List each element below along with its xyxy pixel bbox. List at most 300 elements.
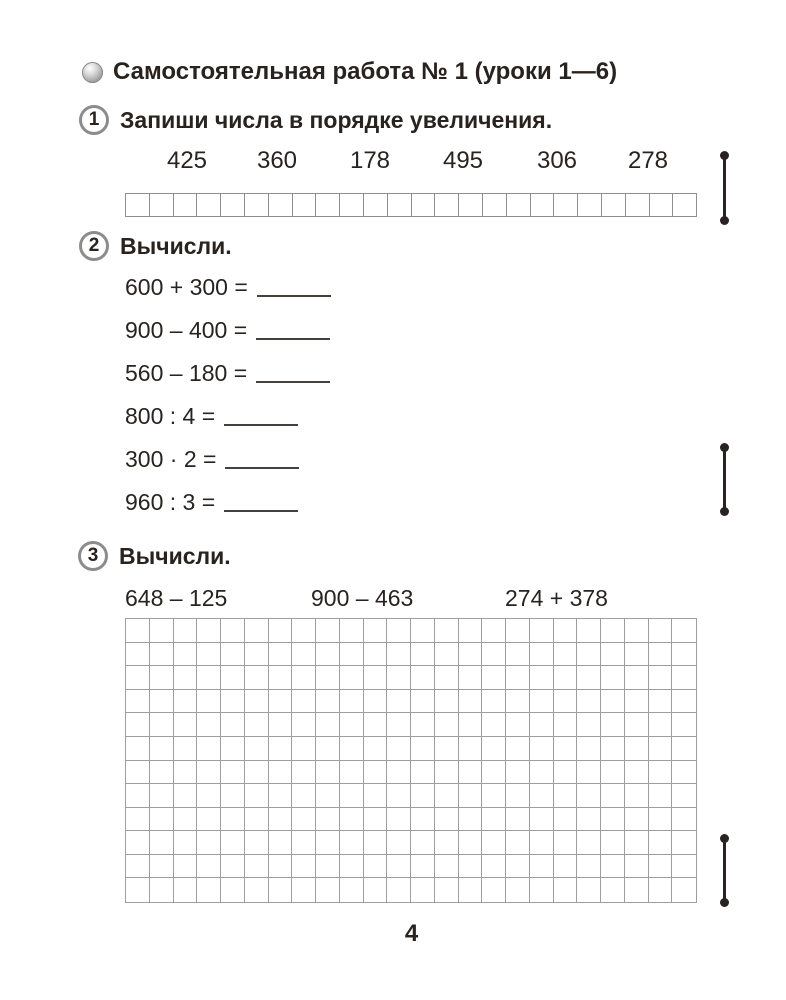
grid-cell <box>411 737 435 761</box>
grid-cell <box>577 878 601 902</box>
margin-marker <box>720 443 729 516</box>
grid-cell <box>577 761 601 785</box>
grid-cell <box>269 808 293 832</box>
grid-cell <box>269 690 293 714</box>
grid-cell <box>364 808 388 832</box>
grid-cell <box>364 666 388 690</box>
grid-cell <box>150 761 174 785</box>
grid-cell <box>292 713 316 737</box>
grid-cell <box>197 690 221 714</box>
grid-cell <box>245 690 269 714</box>
task-3-heading: Вычисли. <box>119 542 231 569</box>
grid-cell <box>387 808 411 832</box>
grid-cell <box>530 878 554 902</box>
grid-cell <box>577 808 601 832</box>
grid-cell <box>435 643 459 667</box>
grid-cell <box>554 855 578 879</box>
grid-cell <box>459 761 483 785</box>
grid-cell <box>435 666 459 690</box>
grid-cell <box>126 643 150 667</box>
task-2-heading-row <box>79 231 232 261</box>
grid-cell <box>174 784 198 808</box>
grid-cell <box>126 855 150 879</box>
grid-cell <box>387 831 411 855</box>
grid-cell <box>482 643 506 667</box>
grid-cell <box>269 737 293 761</box>
grid-cell <box>554 713 578 737</box>
grid-cell <box>316 713 340 737</box>
grid-cell <box>316 690 340 714</box>
grid-cell <box>197 831 221 855</box>
grid-cell <box>506 878 530 902</box>
grid-cell <box>221 690 245 714</box>
grid-cell <box>435 690 459 714</box>
strip-cell <box>340 194 364 216</box>
grid-cell <box>197 808 221 832</box>
grid-cell <box>482 831 506 855</box>
grid-cell <box>197 855 221 879</box>
grid-cell <box>554 831 578 855</box>
strip-cell <box>364 194 388 216</box>
grid-cell <box>435 713 459 737</box>
grid-cell <box>435 855 459 879</box>
grid-cell <box>625 713 649 737</box>
equation-row <box>125 481 331 524</box>
grid-cell <box>459 784 483 808</box>
grid-cell <box>672 643 696 667</box>
task-3-number-badge: 3 <box>78 541 108 571</box>
margin-marker <box>720 834 729 907</box>
grid-cell <box>174 808 198 832</box>
grid-cell <box>364 855 388 879</box>
grid-cell <box>601 713 625 737</box>
equation-row <box>125 395 331 438</box>
grid-cell <box>625 690 649 714</box>
grid-cell <box>221 855 245 879</box>
strip-cell <box>507 194 531 216</box>
grid-cell <box>411 855 435 879</box>
grid-cell <box>411 619 435 643</box>
grid-cell <box>126 713 150 737</box>
equation-text: 300 · 2 = <box>125 446 217 472</box>
grid-cell <box>174 666 198 690</box>
grid-cell <box>672 737 696 761</box>
grid-cell <box>625 808 649 832</box>
task-1-heading-row <box>79 105 552 135</box>
grid-cell <box>150 855 174 879</box>
grid-cell <box>530 784 554 808</box>
grid-cell <box>316 761 340 785</box>
grid-cell <box>672 713 696 737</box>
marker-line <box>723 155 726 221</box>
marker-dot <box>720 216 729 225</box>
grid-cell <box>459 831 483 855</box>
expression-text: 648 – 125 <box>125 585 228 611</box>
grid-cell <box>150 808 174 832</box>
grid-cell <box>316 831 340 855</box>
answer-blank <box>224 408 298 426</box>
grid-cell <box>197 666 221 690</box>
grid-cell <box>269 666 293 690</box>
grid-cell <box>577 737 601 761</box>
grid-cell <box>245 713 269 737</box>
grid-cell <box>245 784 269 808</box>
grid-cell <box>459 690 483 714</box>
grid-cell <box>126 737 150 761</box>
grid-cell <box>601 761 625 785</box>
strip-cell <box>531 194 555 216</box>
equation-row <box>125 309 331 352</box>
grid-cell <box>411 643 435 667</box>
answer-blank <box>225 451 299 469</box>
grid-cell <box>269 761 293 785</box>
grid-cell <box>411 690 435 714</box>
strip-cell <box>435 194 459 216</box>
grid-cell <box>340 666 364 690</box>
grid-cell <box>245 737 269 761</box>
answer-strip <box>125 193 697 217</box>
grid-cell <box>625 643 649 667</box>
grid-cell <box>625 855 649 879</box>
grid-cell <box>506 761 530 785</box>
expression-text: 900 – 463 <box>311 585 414 611</box>
grid-cell <box>506 784 530 808</box>
grid-cell <box>364 737 388 761</box>
grid-cell <box>649 737 673 761</box>
grid-cell <box>577 713 601 737</box>
grid-cell <box>221 737 245 761</box>
strip-cell <box>412 194 436 216</box>
grid-cell <box>197 784 221 808</box>
grid-cell <box>554 784 578 808</box>
grid-cell <box>672 666 696 690</box>
marker-line <box>723 447 726 512</box>
grid-cell <box>625 737 649 761</box>
grid-cell <box>245 666 269 690</box>
grid-cell <box>221 643 245 667</box>
grid-cell <box>221 619 245 643</box>
grid-cell <box>150 713 174 737</box>
strip-cell <box>578 194 602 216</box>
task-1-number: 495 <box>442 147 484 174</box>
grid-cell <box>174 855 198 879</box>
grid-cell <box>292 619 316 643</box>
grid-cell <box>649 808 673 832</box>
equation-row <box>125 438 331 481</box>
grid-cell <box>625 784 649 808</box>
grid-cell <box>435 831 459 855</box>
grid-cell <box>387 643 411 667</box>
task-1-numbers-row <box>125 147 698 177</box>
grid-cell <box>459 619 483 643</box>
grid-cell <box>174 619 198 643</box>
equation-text: 560 – 180 = <box>125 360 248 386</box>
grid-cell <box>340 619 364 643</box>
grid-cell <box>459 643 483 667</box>
grid-cell <box>316 808 340 832</box>
grid-cell <box>174 737 198 761</box>
grid-cell <box>435 619 459 643</box>
grid-cell <box>577 784 601 808</box>
grid-cell <box>316 619 340 643</box>
grid-cell <box>601 619 625 643</box>
grid-cell <box>387 855 411 879</box>
grid-cell <box>554 643 578 667</box>
grid-cell <box>387 784 411 808</box>
strip-cell <box>126 194 150 216</box>
grid-cell <box>625 666 649 690</box>
grid-cell <box>649 690 673 714</box>
grid-cell <box>482 666 506 690</box>
grid-cell <box>411 666 435 690</box>
grid-cell <box>340 713 364 737</box>
grid-cell <box>625 878 649 902</box>
strip-cell <box>483 194 507 216</box>
worksheet-title-row <box>82 58 617 86</box>
grid-cell <box>150 690 174 714</box>
grid-cell <box>221 878 245 902</box>
strip-cell <box>221 194 245 216</box>
strip-cell <box>602 194 626 216</box>
grid-cell <box>245 643 269 667</box>
grid-cell <box>649 619 673 643</box>
grid-cell <box>625 761 649 785</box>
grid-cell <box>554 878 578 902</box>
equation-row <box>125 352 331 395</box>
strip-cell <box>293 194 317 216</box>
grid-cell <box>459 713 483 737</box>
task-1-number: 360 <box>256 147 298 174</box>
grid-cell <box>364 690 388 714</box>
grid-cell <box>530 761 554 785</box>
strip-cell <box>316 194 340 216</box>
grid-cell <box>126 761 150 785</box>
task-3-heading-row <box>78 541 231 571</box>
grid-cell <box>530 713 554 737</box>
strip-cell <box>650 194 674 216</box>
grid-cell <box>530 690 554 714</box>
grid-cell <box>316 855 340 879</box>
grid-cell <box>340 855 364 879</box>
grid-cell <box>174 690 198 714</box>
grid-cell <box>340 737 364 761</box>
grid-cell <box>269 831 293 855</box>
grid-cell <box>126 831 150 855</box>
task-1-number-badge: 1 <box>79 105 109 135</box>
grid-cell <box>269 643 293 667</box>
answer-blank <box>256 365 330 383</box>
grid-cell <box>459 878 483 902</box>
grid-cell <box>625 831 649 855</box>
grid-cell <box>269 878 293 902</box>
grid-cell <box>221 666 245 690</box>
grid-cell <box>625 619 649 643</box>
grid-cell <box>530 808 554 832</box>
grid-cell <box>292 690 316 714</box>
grid-cell <box>411 831 435 855</box>
work-grid <box>125 618 697 903</box>
expression-text: 274 + 378 <box>505 585 608 611</box>
grid-cell <box>316 737 340 761</box>
grid-cell <box>364 878 388 902</box>
grid-cell <box>174 831 198 855</box>
grid-cell <box>506 855 530 879</box>
grid-cell <box>649 831 673 855</box>
grid-cell <box>245 831 269 855</box>
grid-cell <box>221 784 245 808</box>
grid-cell <box>482 761 506 785</box>
grid-cell <box>245 878 269 902</box>
marker-dot <box>720 898 729 907</box>
grid-cell <box>601 808 625 832</box>
task-1-number: 425 <box>166 147 208 174</box>
grid-cell <box>506 619 530 643</box>
grid-cell <box>672 855 696 879</box>
grid-cell <box>459 737 483 761</box>
grid-cell <box>649 713 673 737</box>
grid-cell <box>221 831 245 855</box>
strip-cell <box>150 194 174 216</box>
grid-cell <box>672 831 696 855</box>
answer-blank <box>257 279 331 297</box>
grid-cell <box>150 878 174 902</box>
grid-cell <box>672 619 696 643</box>
grid-cell <box>340 808 364 832</box>
grid-cell <box>482 878 506 902</box>
grid-cell <box>197 761 221 785</box>
grid-cell <box>387 737 411 761</box>
grid-cell <box>601 690 625 714</box>
grid-cell <box>506 666 530 690</box>
grid-cell <box>197 878 221 902</box>
grid-cell <box>530 737 554 761</box>
grid-cell <box>577 690 601 714</box>
grid-cell <box>197 737 221 761</box>
grid-cell <box>197 713 221 737</box>
grid-cell <box>601 737 625 761</box>
grid-cell <box>672 808 696 832</box>
grid-cell <box>459 855 483 879</box>
grid-cell <box>482 784 506 808</box>
grid-cell <box>506 737 530 761</box>
grid-cell <box>411 878 435 902</box>
grid-cell <box>292 808 316 832</box>
grid-cell <box>126 690 150 714</box>
grid-cell <box>482 690 506 714</box>
grid-cell <box>269 784 293 808</box>
strip-cell <box>626 194 650 216</box>
grid-cell <box>435 761 459 785</box>
grid-cell <box>387 713 411 737</box>
grid-cell <box>554 619 578 643</box>
grid-cell <box>435 784 459 808</box>
grid-cell <box>150 619 174 643</box>
equation-text: 960 : 3 = <box>125 489 216 515</box>
grid-cell <box>221 808 245 832</box>
grid-cell <box>411 784 435 808</box>
grid-cell <box>554 666 578 690</box>
grid-cell <box>364 619 388 643</box>
grid-cell <box>411 761 435 785</box>
grid-cell <box>387 690 411 714</box>
grid-cell <box>364 784 388 808</box>
grid-cell <box>364 713 388 737</box>
grid-cell <box>197 643 221 667</box>
grid-cell <box>126 878 150 902</box>
grid-cell <box>126 784 150 808</box>
grid-cell <box>530 855 554 879</box>
grid-cell <box>506 643 530 667</box>
grid-cell <box>482 808 506 832</box>
grid-cell <box>150 643 174 667</box>
grid-cell <box>435 808 459 832</box>
grid-cell <box>672 784 696 808</box>
grid-cell <box>150 666 174 690</box>
grid-cell <box>316 666 340 690</box>
grid-cell <box>387 619 411 643</box>
grid-cell <box>577 666 601 690</box>
strip-cell <box>269 194 293 216</box>
grid-cell <box>649 643 673 667</box>
grid-cell <box>174 713 198 737</box>
grid-cell <box>150 831 174 855</box>
grid-cell <box>530 666 554 690</box>
grid-cell <box>126 666 150 690</box>
task-3-expressions <box>125 585 698 613</box>
grid-cell <box>577 643 601 667</box>
grid-cell <box>601 831 625 855</box>
grid-cell <box>506 831 530 855</box>
grid-cell <box>672 761 696 785</box>
grid-cell <box>411 713 435 737</box>
grid-cell <box>601 666 625 690</box>
task-1-number: 306 <box>536 147 578 174</box>
grid-cell <box>292 784 316 808</box>
equation-row <box>125 266 331 309</box>
grid-cell <box>174 761 198 785</box>
grid-cell <box>364 761 388 785</box>
grid-cell <box>482 619 506 643</box>
grid-cell <box>316 784 340 808</box>
grid-cell <box>340 784 364 808</box>
grid-cell <box>601 784 625 808</box>
grid-cell <box>292 831 316 855</box>
grid-cell <box>292 855 316 879</box>
marker-line <box>723 838 726 903</box>
grid-cell <box>269 713 293 737</box>
answer-blank <box>224 494 298 512</box>
grid-cell <box>387 878 411 902</box>
grid-cell <box>245 761 269 785</box>
grid-cell <box>126 808 150 832</box>
equation-text: 900 – 400 = <box>125 317 248 343</box>
grid-cell <box>649 878 673 902</box>
grid-cell <box>292 761 316 785</box>
task-1-number: 278 <box>627 147 669 174</box>
grid-cell <box>577 619 601 643</box>
grid-cell <box>435 737 459 761</box>
grid-cell <box>340 690 364 714</box>
task-2-number-badge: 2 <box>79 231 109 261</box>
grid-cell <box>577 855 601 879</box>
grid-cell <box>292 878 316 902</box>
grid-cell <box>197 619 221 643</box>
grid-cell <box>530 643 554 667</box>
grid-cell <box>340 878 364 902</box>
grid-cell <box>150 784 174 808</box>
grid-cell <box>245 855 269 879</box>
margin-marker <box>720 151 729 225</box>
